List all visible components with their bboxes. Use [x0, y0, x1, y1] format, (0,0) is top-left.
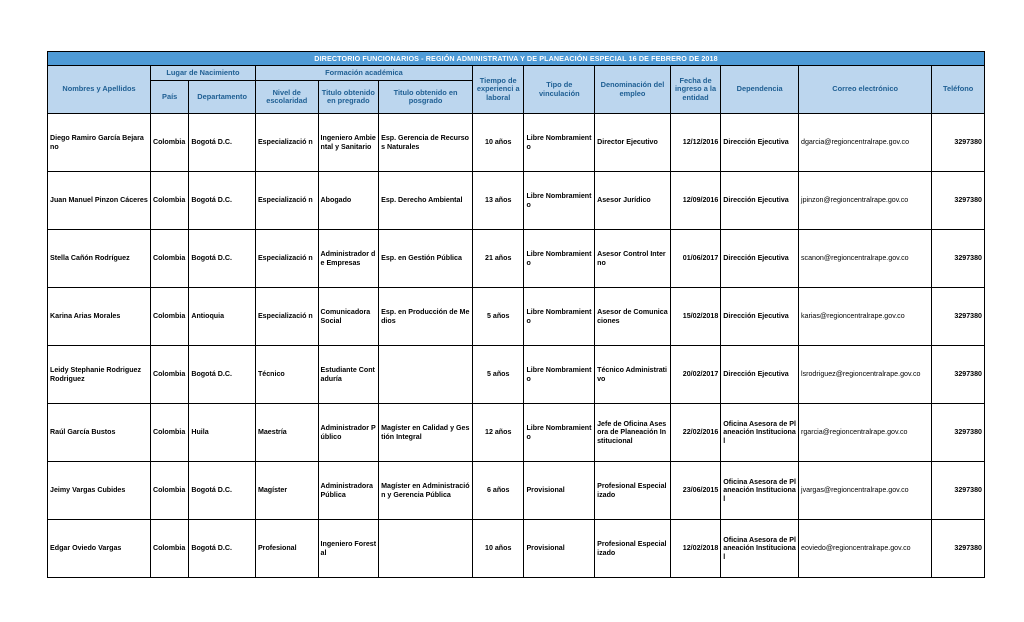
cell-nivel: Especializació n [255, 230, 318, 288]
cell-dependencia: Oficina Asesora de Planeación Institucional [721, 520, 799, 578]
header-fecha: Fecha de ingreso a la entidad [670, 66, 720, 114]
cell-tipo: Libre Nombramiento [524, 346, 595, 404]
cell-departamento: Bogotá D.C. [189, 520, 256, 578]
header-departamento: Departamento [189, 81, 256, 114]
cell-tiempo: 10 años [472, 114, 523, 172]
cell-correo: jpinzon@regioncentralrape.gov.co [799, 172, 932, 230]
header-nivel: Nivel de escolaridad [255, 81, 318, 114]
cell-fecha: 23/06/2015 [670, 462, 720, 520]
cell-pregrado: Administrador Público [318, 404, 379, 462]
cell-fecha: 12/02/2018 [670, 520, 720, 578]
cell-dependencia: Dirección Ejecutiva [721, 114, 799, 172]
cell-denominacion: Técnico Administrativo [595, 346, 671, 404]
cell-departamento: Bogotá D.C. [189, 114, 256, 172]
header-correo: Correo electrónico [799, 66, 932, 114]
cell-pais: Colombia [150, 346, 188, 404]
cell-nivel: Maestría [255, 404, 318, 462]
cell-denominacion: Profesional Especializado [595, 520, 671, 578]
cell-pregrado: Ingeniero Forestal [318, 520, 379, 578]
cell-pregrado: Administrador de Empresas [318, 230, 379, 288]
header-tipo: Tipo de vinculación [524, 66, 595, 114]
cell-pregrado: Abogado [318, 172, 379, 230]
header-pais: País [150, 81, 188, 114]
header-telefono: Teléfono [932, 66, 985, 114]
cell-departamento: Bogotá D.C. [189, 230, 256, 288]
directory-table [47, 51, 985, 578]
cell-correo: lsrodriguez@regioncentralrape.gov.co [799, 346, 932, 404]
cell-tipo: Libre Nombramiento [524, 114, 595, 172]
cell-correo: jvargas@regioncentralrape.gov.co [799, 462, 932, 520]
cell-pais: Colombia [150, 288, 188, 346]
table-row [48, 462, 985, 520]
cell-nombre: Karina Arias Morales [48, 288, 151, 346]
cell-dependencia: Dirección Ejecutiva [721, 346, 799, 404]
cell-telefono: 3297380 [932, 114, 985, 172]
cell-posgrado: Esp. en Producción de Medios [379, 288, 473, 346]
header-tiempo: Tiempo de experienci a laboral [472, 66, 523, 114]
table-row [48, 114, 985, 172]
table-title: DIRECTORIO FUNCIONARIOS - REGIÓN ADMINISTRATIVA Y DE PLANEACIÓN ESPECIAL 16 DE FEBRERO DE 2018 [48, 52, 985, 66]
cell-tiempo: 5 años [472, 288, 523, 346]
table-row [48, 520, 985, 578]
cell-pais: Colombia [150, 230, 188, 288]
cell-pais: Colombia [150, 114, 188, 172]
cell-denominacion: Asesor Jurídico [595, 172, 671, 230]
cell-tipo: Libre Nombramiento [524, 288, 595, 346]
cell-denominacion: Asesor Control Interno [595, 230, 671, 288]
cell-telefono: 3297380 [932, 288, 985, 346]
cell-departamento: Antioquia [189, 288, 256, 346]
cell-nombre: Stella Cañón Rodríguez [48, 230, 151, 288]
cell-nivel: Profesional [255, 520, 318, 578]
cell-telefono: 3297380 [932, 172, 985, 230]
cell-nombre: Leidy Stephanie Rodriguez Rodriguez [48, 346, 151, 404]
cell-fecha: 20/02/2017 [670, 346, 720, 404]
cell-fecha: 12/09/2016 [670, 172, 720, 230]
cell-pais: Colombia [150, 462, 188, 520]
cell-telefono: 3297380 [932, 462, 985, 520]
cell-nombre: Edgar Oviedo Vargas [48, 520, 151, 578]
cell-posgrado [379, 520, 473, 578]
cell-departamento: Bogotá D.C. [189, 462, 256, 520]
cell-fecha: 12/12/2016 [670, 114, 720, 172]
cell-tipo: Libre Nombramiento [524, 404, 595, 462]
cell-posgrado: Magíster en Calidad y Gestión Integral [379, 404, 473, 462]
cell-nombre: Juan Manuel Pinzon Cáceres [48, 172, 151, 230]
cell-telefono: 3297380 [932, 520, 985, 578]
header-formacion: Formación académica [255, 66, 472, 81]
cell-correo: eoviedo@regioncentralrape.gov.co [799, 520, 932, 578]
cell-nombre: Raúl García Bustos [48, 404, 151, 462]
cell-departamento: Bogotá D.C. [189, 346, 256, 404]
header-lugar: Lugar de Nacimiento [150, 66, 255, 81]
cell-pregrado: Ingeniero Ambiental y Sanitario [318, 114, 379, 172]
cell-fecha: 01/06/2017 [670, 230, 720, 288]
header-titulo-posgrado: Titulo obtenido en posgrado [379, 81, 473, 114]
table-row [48, 288, 985, 346]
cell-posgrado: Magíster en Administración y Gerencia Pública [379, 462, 473, 520]
cell-nombre: Jeimy Vargas Cubides [48, 462, 151, 520]
cell-nombre: Diego Ramiro García Bejarano [48, 114, 151, 172]
cell-departamento: Bogotá D.C. [189, 172, 256, 230]
cell-pais: Colombia [150, 404, 188, 462]
cell-nivel: Especializació n [255, 288, 318, 346]
cell-telefono: 3297380 [932, 346, 985, 404]
cell-pregrado: Comunicadora Social [318, 288, 379, 346]
cell-posgrado [379, 346, 473, 404]
cell-posgrado: Esp. en Gestión Pública [379, 230, 473, 288]
cell-dependencia: Oficina Asesora de Planeación Institucional [721, 404, 799, 462]
cell-pregrado: Estudiante Contaduría [318, 346, 379, 404]
table-row [48, 346, 985, 404]
cell-pais: Colombia [150, 520, 188, 578]
table-row [48, 172, 985, 230]
cell-posgrado: Esp. Gerencia de Recursos Naturales [379, 114, 473, 172]
cell-tiempo: 5 años [472, 346, 523, 404]
cell-nivel: Especializació n [255, 114, 318, 172]
cell-telefono: 3297380 [932, 230, 985, 288]
header-nombres: Nombres y Apellidos [48, 66, 151, 114]
cell-tiempo: 6 años [472, 462, 523, 520]
cell-correo: karias@regioncentralrape.gov.co [799, 288, 932, 346]
cell-correo: dgarcia@regioncentralrape.gov.co [799, 114, 932, 172]
cell-denominacion: Jefe de Oficina Asesora de Planeación Institucional [595, 404, 671, 462]
cell-tiempo: 10 años [472, 520, 523, 578]
header-dependencia: Dependencia [721, 66, 799, 114]
cell-dependencia: Dirección Ejecutiva [721, 288, 799, 346]
cell-fecha: 15/02/2018 [670, 288, 720, 346]
cell-tiempo: 12 años [472, 404, 523, 462]
cell-tiempo: 13 años [472, 172, 523, 230]
cell-telefono: 3297380 [932, 404, 985, 462]
cell-posgrado: Esp. Derecho Ambiental [379, 172, 473, 230]
cell-fecha: 22/02/2016 [670, 404, 720, 462]
header-titulo-pregrado: Titulo obtenido en pregrado [318, 81, 379, 114]
cell-nivel: Especializació n [255, 172, 318, 230]
cell-tipo: Libre Nombramiento [524, 230, 595, 288]
cell-nivel: Técnico [255, 346, 318, 404]
table-row [48, 404, 985, 462]
cell-dependencia: Dirección Ejecutiva [721, 230, 799, 288]
cell-denominacion: Asesor de Comunicaciones [595, 288, 671, 346]
cell-correo: rgarcia@regioncentralrape.gov.co [799, 404, 932, 462]
table-row [48, 230, 985, 288]
cell-denominacion: Profesional Especializado [595, 462, 671, 520]
cell-denominacion: Director Ejecutivo [595, 114, 671, 172]
cell-tipo: Provisional [524, 520, 595, 578]
cell-correo: scanon@regioncentralrape.gov.co [799, 230, 932, 288]
cell-departamento: Huila [189, 404, 256, 462]
cell-tipo: Provisional [524, 462, 595, 520]
cell-tipo: Libre Nombramiento [524, 172, 595, 230]
cell-tiempo: 21 años [472, 230, 523, 288]
cell-nivel: Magíster [255, 462, 318, 520]
cell-pais: Colombia [150, 172, 188, 230]
cell-pregrado: Administradora Pública [318, 462, 379, 520]
header-denominacion: Denominación del empleo [595, 66, 671, 114]
cell-dependencia: Oficina Asesora de Planeación Institucional [721, 462, 799, 520]
cell-dependencia: Dirección Ejecutiva [721, 172, 799, 230]
